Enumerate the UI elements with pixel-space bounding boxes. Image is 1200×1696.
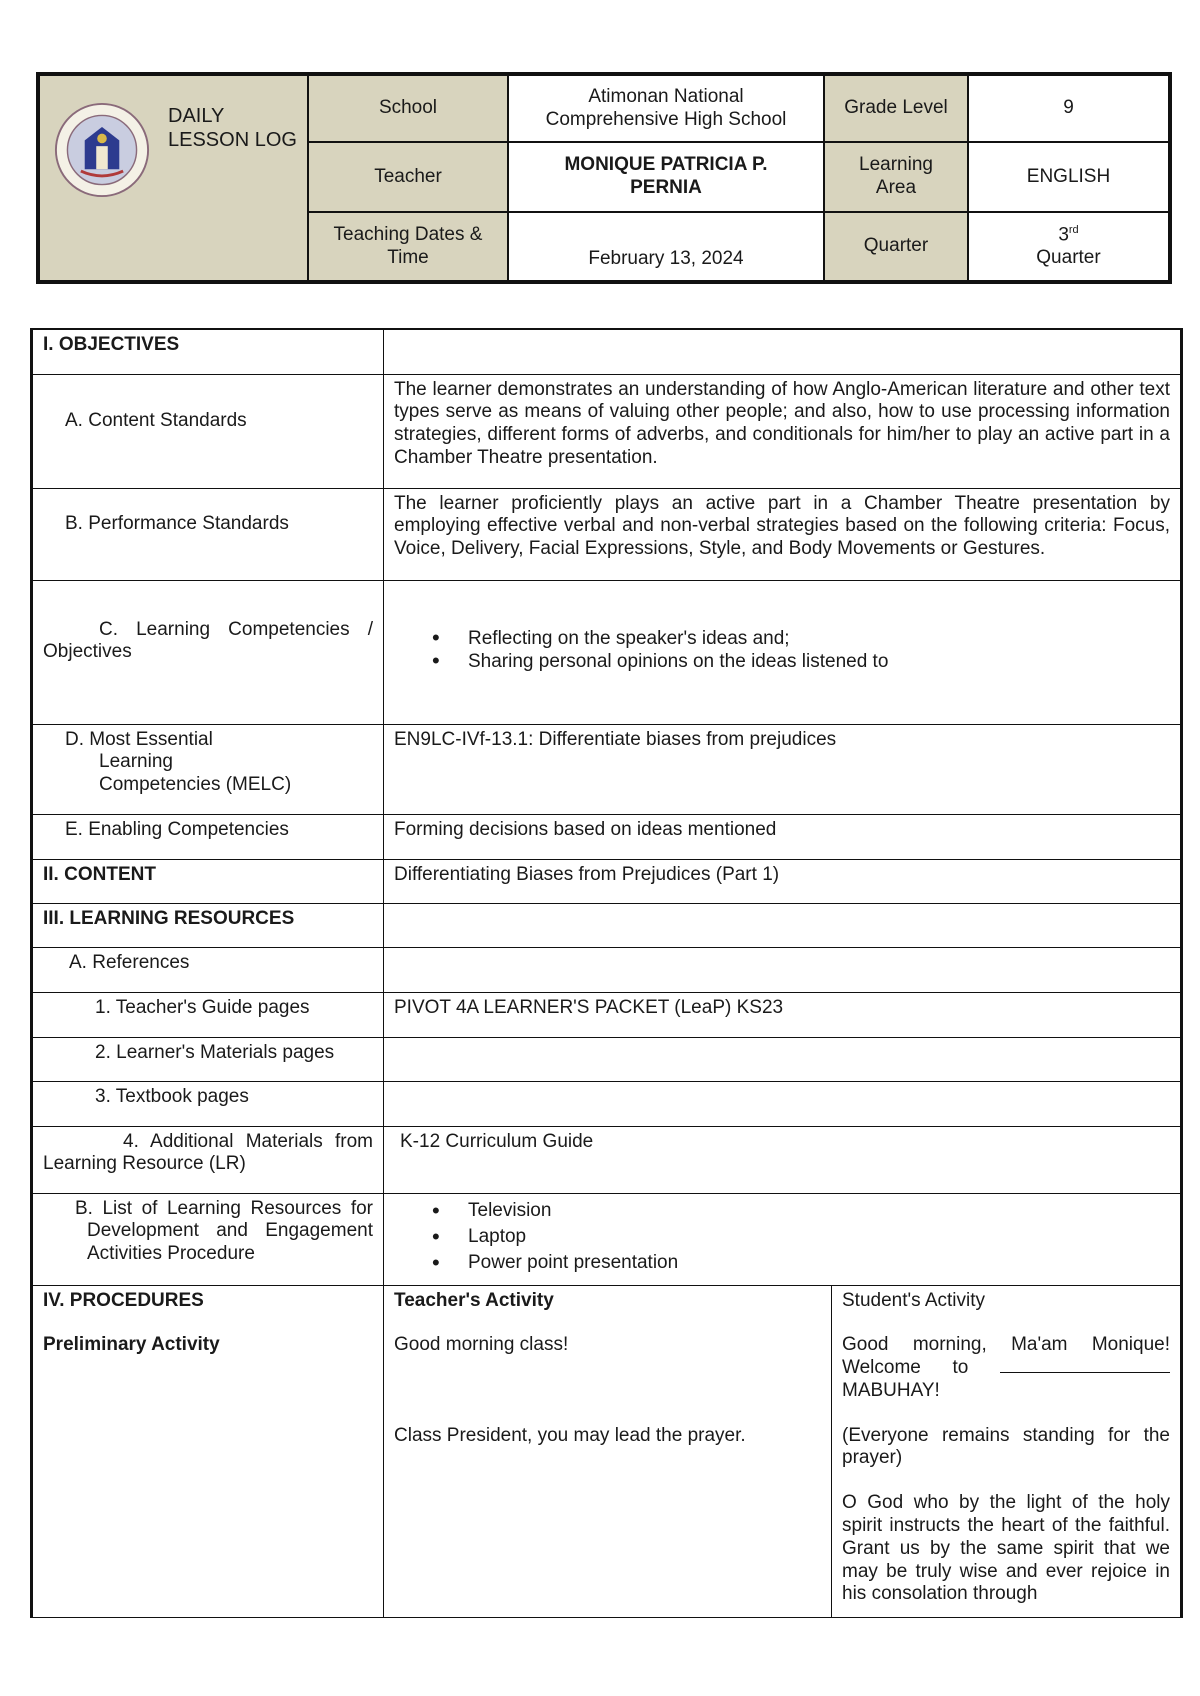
resource-item-television: • Television [432,1198,1170,1224]
additional-materials-value: K-12 Curriculum Guide [384,1126,1182,1193]
teachers-guide-row [32,992,1182,1037]
school-value-line-2: Comprehensive High School [545,108,787,130]
student-greeting [842,1334,1170,1402]
content-standards-label: A. Content Standards [32,374,384,488]
student-activity-cell [832,1285,1182,1617]
school-value [508,74,824,142]
teaching-dates-label-line-1: Teaching Dates & [333,223,483,245]
objectives-heading: I. OBJECTIVES [32,329,384,374]
blank-line [1000,1359,1170,1373]
learning-resources-heading: III. LEARNING RESOURCES [32,903,384,947]
enabling-competencies-row [32,814,1182,859]
learning-area-label-line-2: Area [875,177,917,198]
resources-list-cell [384,1193,1182,1285]
title-line-1: DAILY [168,105,225,127]
references-row [32,947,1182,992]
lesson-log-body [30,328,1183,1618]
teacher-value-line-2: PERNIA [630,177,702,198]
learning-competencies-label: C. Learning Competencies / Objectives [32,580,384,724]
quarter-word: Quarter [1036,246,1101,268]
student-prayer-text: O God who by the light of the holy spirit instructs the heart of the faithful. Grant us by the same spirit that we may be truly wise and ever rejoice in his consolation through [842,1492,1170,1605]
student-activity-heading: Student's Activity [842,1289,986,1311]
logo-cell [38,74,308,282]
melc-label-line-1: D. Most Essential [65,728,213,750]
additional-materials-label: 4. Additional Materials from Learning Resource (LR) [32,1126,384,1193]
learning-area-value: ENGLISH [968,142,1170,212]
competency-item-1: • Reflecting on the speaker's ideas and; [432,627,1170,650]
grade-level-value: 9 [968,74,1170,142]
teaching-dates-label-line-2: Time [387,246,429,268]
quarter-num: 3 [1058,223,1069,245]
additional-materials-row [32,1126,1182,1193]
learners-materials-label: 2. Learner's Materials pages [32,1037,384,1081]
lesson-log-header [36,72,1172,284]
learning-area-label-line-1: Learning [859,154,933,176]
teacher-greeting: Good morning class! [394,1334,569,1356]
learning-resources-empty [384,903,1182,947]
performance-standards-label: B. Performance Standards [32,488,384,580]
enabling-competencies-label: E. Enabling Competencies [32,814,384,859]
teacher-value [508,142,824,212]
references-label: A. References [32,947,384,992]
student-prayer-note: (Everyone remains standing for the prayer) [842,1424,1170,1469]
content-heading: II. CONTENT [32,859,384,903]
teachers-guide-value: PIVOT 4A LEARNER'S PACKET (LeaP) KS23 [384,992,1182,1037]
learning-area-label [824,142,968,212]
grade-level-label: Grade Level [824,74,968,142]
learning-competencies-row [32,580,1182,724]
melc-label [32,724,384,814]
student-greeting-part-2: MABUHAY! [842,1379,940,1401]
competency-item-2: • Sharing personal opinions on the ideas listened to [432,650,1170,673]
melc-label-line-3: Competencies (MELC) [99,774,292,796]
document-title [168,104,297,152]
procedures-row [32,1285,1182,1617]
objectives-row [32,329,1182,374]
textbook-row [32,1081,1182,1126]
quarter-label: Quarter [824,212,968,282]
teacher-label: Teacher [308,142,508,212]
quarter-ordinal: rd [1068,223,1079,236]
teacher-activity-heading: Teacher's Activity [394,1289,554,1311]
textbook-label: 3. Textbook pages [32,1081,384,1126]
title-line-2: LESSON LOG [168,129,297,151]
teacher-value-line-1: MONIQUE PATRICIA P. [564,154,768,176]
learning-competencies-list-cell [384,580,1182,724]
teaching-dates-value: February 13, 2024 [508,212,824,282]
resource-item-laptop: • Laptop [432,1224,1170,1250]
quarter-value [968,212,1170,282]
resources-list-label: B. List of Learning Resources for Development and Engagement Activities Procedure [32,1193,384,1285]
content-standards-text: The learner demonstrates an understanding of how Anglo-American literature and other text types serve as means of valuing other people; and also, how to use processing information strategies, different forms of adverbs, and conditionals for him/her to play an active part in a Chamber Theatre presentation. [384,374,1182,488]
quarter-number [969,224,1168,247]
melc-row [32,724,1182,814]
preliminary-activity-label: Preliminary Activity [43,1334,220,1356]
student-greeting-part-1: Good morning, Ma'am Monique! Welcome to [842,1334,1170,1379]
resource-item-powerpoint: • Power point presentation [432,1250,1170,1276]
procedures-label-cell [32,1285,384,1617]
performance-standards-row [32,488,1182,580]
content-text: Differentiating Biases from Prejudices (Part 1) [384,859,1182,903]
objectives-empty [384,329,1182,374]
learning-competencies-list [394,627,1170,673]
performance-standards-text: The learner proficiently plays an active part in a Chamber Theatre presentation by employing effective verbal and non-verbal strategies based on the following criteria: Focus, Voice, Delivery, Facial Expressions, Style, and Body Movements or Gestures. [384,488,1182,580]
learners-materials-row [32,1037,1182,1081]
school-label: School [308,74,508,142]
school-value-line-1: Atimonan National [588,85,744,107]
teacher-prayer-instruction: Class President, you may lead the prayer. [394,1425,746,1447]
teaching-dates-label [308,212,508,282]
content-row [32,859,1182,903]
enabling-competencies-text: Forming decisions based on ideas mentioned [384,814,1182,859]
melc-text: EN9LC-IVf-13.1: Differentiate biases from prejudices [384,724,1182,814]
learners-materials-empty [384,1037,1182,1081]
content-standards-row [32,374,1182,488]
resources-list [394,1198,1170,1277]
references-empty [384,947,1182,992]
teachers-guide-label: 1. Teacher's Guide pages [32,992,384,1037]
learning-resources-row [32,903,1182,947]
textbook-empty [384,1081,1182,1126]
deped-seal-logo [54,102,150,198]
procedures-heading: IV. PROCEDURES [43,1289,204,1311]
resources-list-row [32,1193,1182,1285]
melc-label-line-2: Learning [99,751,173,773]
teacher-activity-cell [384,1285,832,1617]
